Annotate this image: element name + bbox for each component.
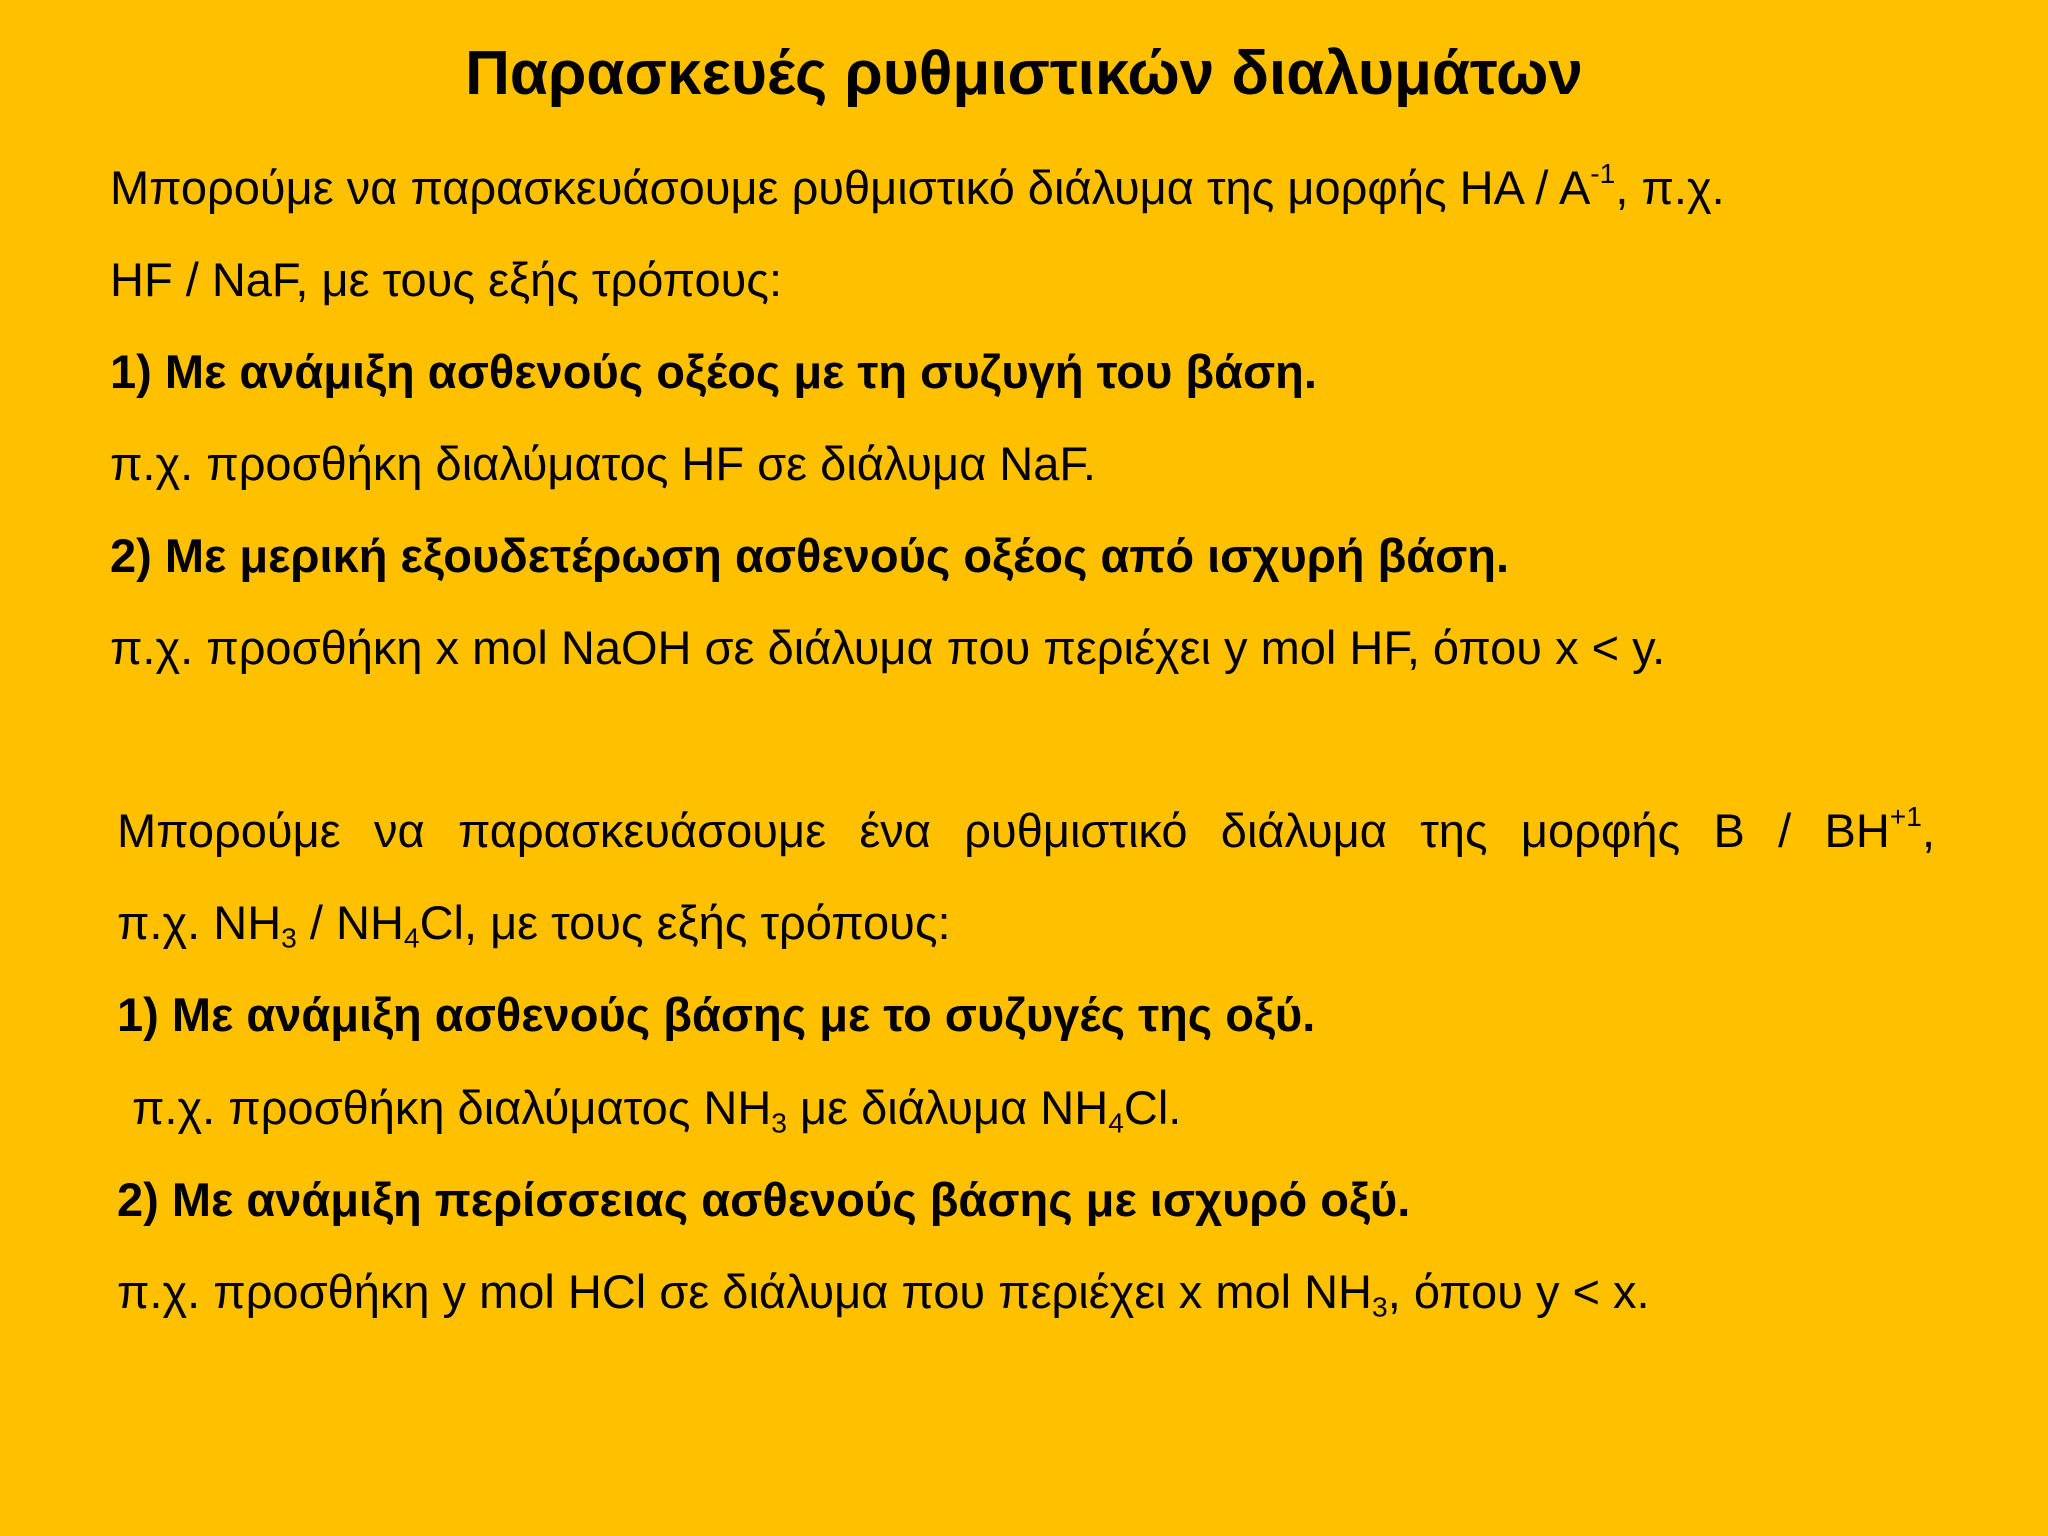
section1-method2-example: π.χ. προσθήκη x mol NaOH σε διάλυμα που περιέχει y mol HF, όπου x < y. xyxy=(110,621,1666,674)
section1-intro-suffix: , π.χ. xyxy=(1615,161,1725,214)
text-run: Cl. xyxy=(1123,1081,1182,1134)
subscript: 3 xyxy=(281,921,297,954)
section1-method2-heading: 2) Με μερική εξουδετέρωση ασθενούς οξέος από ισχυρή βάση. xyxy=(110,529,1510,582)
subscript: 3 xyxy=(771,1106,787,1139)
section2-intro-text: Μπορούμε να παρασκευάσουμε ένα ρυθμιστικό διάλυμα της μορφής B / BH xyxy=(117,804,1890,857)
text-run: με διάλυμα NH xyxy=(786,1081,1109,1134)
text-run: / NH xyxy=(296,896,404,949)
section2-intro-suffix: , xyxy=(1921,804,1935,857)
subscript: 4 xyxy=(403,921,420,954)
slide-title: Παρασκευές ρυθμιστικών διαλυμάτων xyxy=(465,39,1583,108)
section1-intro-line2: HF / NaF, με τους εξής τρόπους: xyxy=(110,253,782,306)
section1-method1-heading: 1) Με ανάμιξη ασθενούς οξέος με τη συζυγή του βάση. xyxy=(110,345,1317,398)
section2-intro-line2 xyxy=(117,893,951,953)
superscript: +1 xyxy=(1889,799,1922,832)
text-run: Cl, με τους εξής τρόπους: xyxy=(419,896,951,949)
text-run: π.χ. NH xyxy=(117,896,282,949)
superscript: -1 xyxy=(1590,156,1616,189)
section1-intro-text: Μπορούμε να παρασκευάσουμε ρυθμιστικό διάλυμα της μορφής HA / A xyxy=(110,161,1591,214)
text-run: , όπου y < x. xyxy=(1387,1265,1650,1318)
section2-method2-example xyxy=(117,1262,1650,1322)
section1-intro-line1 xyxy=(110,158,1725,218)
text-run: π.χ. προσθήκη διαλύματος NH xyxy=(132,1081,772,1134)
section2-intro-line1 xyxy=(117,801,1935,861)
subscript: 4 xyxy=(1108,1106,1124,1139)
subscript: 3 xyxy=(1372,1290,1388,1323)
section2-method2-heading: 2) Με ανάμιξη περίσσειας ασθενούς βάσης με ισχυρό οξύ. xyxy=(117,1173,1411,1226)
section2-method1-heading: 1) Με ανάμιξη ασθενούς βάσης με το συζυγές της οξύ. xyxy=(117,988,1316,1041)
section1-method1-example: π.χ. προσθήκη διαλύματος HF σε διάλυμα NaF. xyxy=(110,437,1096,490)
text-run: π.χ. προσθήκη y mol HCl σε διάλυμα που περιέχει x mol NH xyxy=(117,1265,1373,1318)
section2-method1-example xyxy=(132,1078,1181,1138)
